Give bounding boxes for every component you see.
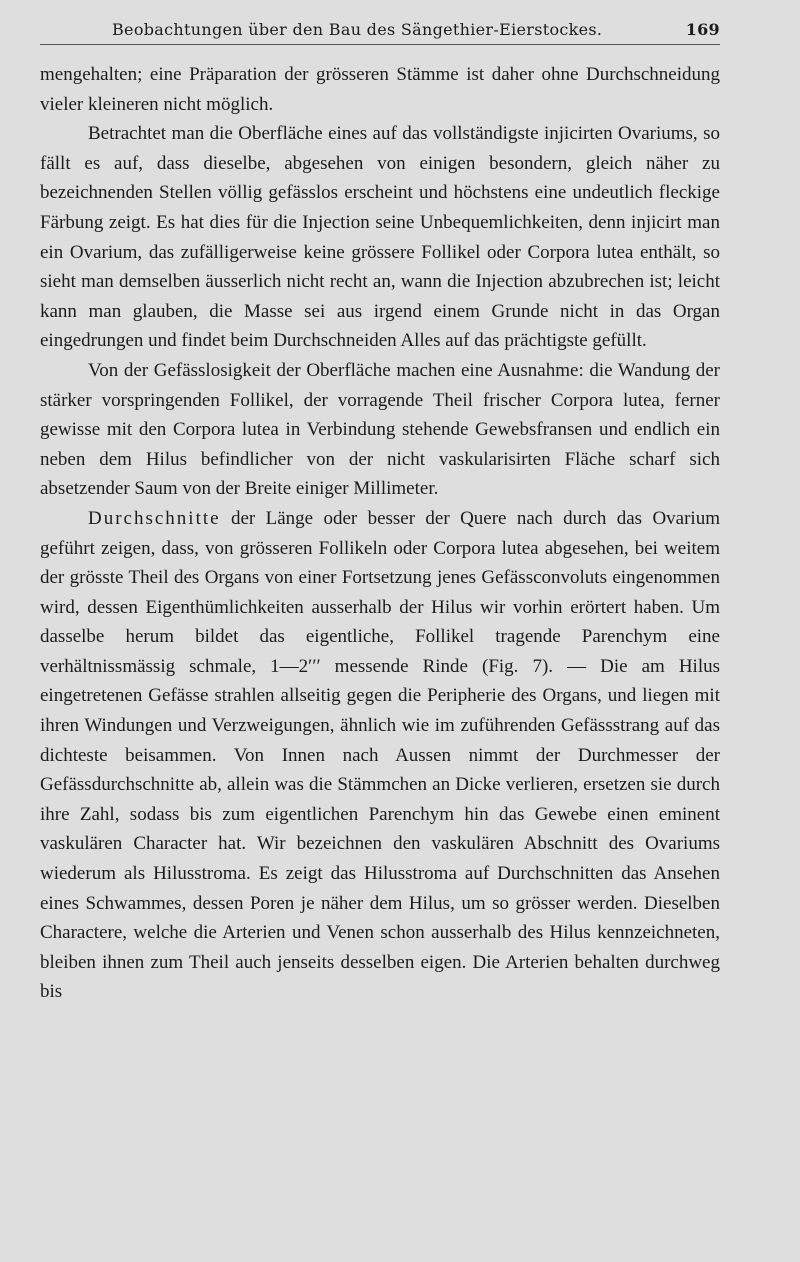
paragraph-sections xyxy=(40,504,720,1007)
paragraph-exceptions: Von der Gefässlosigkeit der Oberfläche machen eine Ausnahme: die Wandung der stärker vorspringenden Follikel, der vorragende Theil frischer Corpora lutea, ferner gewisse mit den Corpora lutea in Verbindung stehende Gewebsfransen und endlich ein neben dem Hilus befindlicher von der nicht vaskularisirten Fläche scharf sich absetzender Saum von der Breite einiger Millimeter. xyxy=(40,359,720,500)
paragraph-surface: Betrachtet man die Oberfläche eines auf das vollständigste injicirten Ovariums, so fällt es auf, dass dieselbe, abgesehen von einigen besondern, gleich näher zu bezeichnenden Stellen völlig gefässlos erscheint und höchstens eine undeutlich fleckige Färbung zeigt. Es hat dies für die Injection seine Unbequemlichkeiten, denn injicirt man ein Ovarium, das zufälligerweise keine grössere Follikel oder Corpora lutea enthält, so sieht man demselben äusserlich nicht recht an, wann die Injection abzubrechen ist; leicht kann man glauben, die Masse sei aus irgend einem Grunde nicht in das Organ eingedrungen und findet beim Durchschneiden Alles auf das prächtigste gefüllt. xyxy=(40,123,720,352)
emphasized-term: Durchschnitte xyxy=(88,507,221,529)
paragraph-continuation: mengehalten; eine Präparation der grösseren Stämme ist daher ohne Durchschneidung vieler kleineren nicht möglich. xyxy=(40,64,720,115)
page-number: 169 xyxy=(685,20,720,39)
running-title: Beobachtungen über den Bau des Sängethier-Eierstockes. xyxy=(112,20,603,39)
running-header xyxy=(40,14,720,45)
body-text xyxy=(40,60,720,1007)
paragraph-sections-text: der Länge oder besser der Quere nach durch das Ovarium geführt zeigen, dass, von grösseren Follikeln oder Corpora lutea abgesehen, bei weitem der grösste Theil des Organs von einer Fortsetzung jenes Gefässconvoluts eingenommen wird, dessen Eigenthümlichkeiten ausserhalb der Hilus wir vorhin erörtert haben. Um dasselbe herum bildet das eigentliche, Follikel tragende Parenchym eine verhältnissmässig schmale, 1—2′′′ messende Rinde (Fig. 7). — Die am Hilus eingetretenen Gefässe strahlen allseitig gegen die Peripherie des Organs, und liegen mit ihren Windungen und Verzweigungen, ähnlich wie im zuführenden Gefässstrang auf das dichteste beisammen. Von Innen nach Aussen nimmt der Durchmesser der Gefässdurchschnitte ab, allein was die Stämmchen an Dicke verlieren, ersetzen sie durch ihre Zahl, sodass bis zum eigentlichen Parenchym hin das Gewebe einen eminent vaskulären Character hat. Wir bezeichnen den vaskulären Abschnitt des Ovariums wiederum als Hilusstroma. Es zeigt das Hilusstroma auf Durchschnitten das Ansehen eines Schwammes, dessen Poren je näher dem Hilus, um so grösser werden. Dieselben Charactere, welche die Arterien und Venen schon ausserhalb des Hilus kennzeichneten, bleiben ihnen zum Theil auch jenseits desselben eigen. Die Arterien behalten durchweg bis xyxy=(40,507,720,1003)
